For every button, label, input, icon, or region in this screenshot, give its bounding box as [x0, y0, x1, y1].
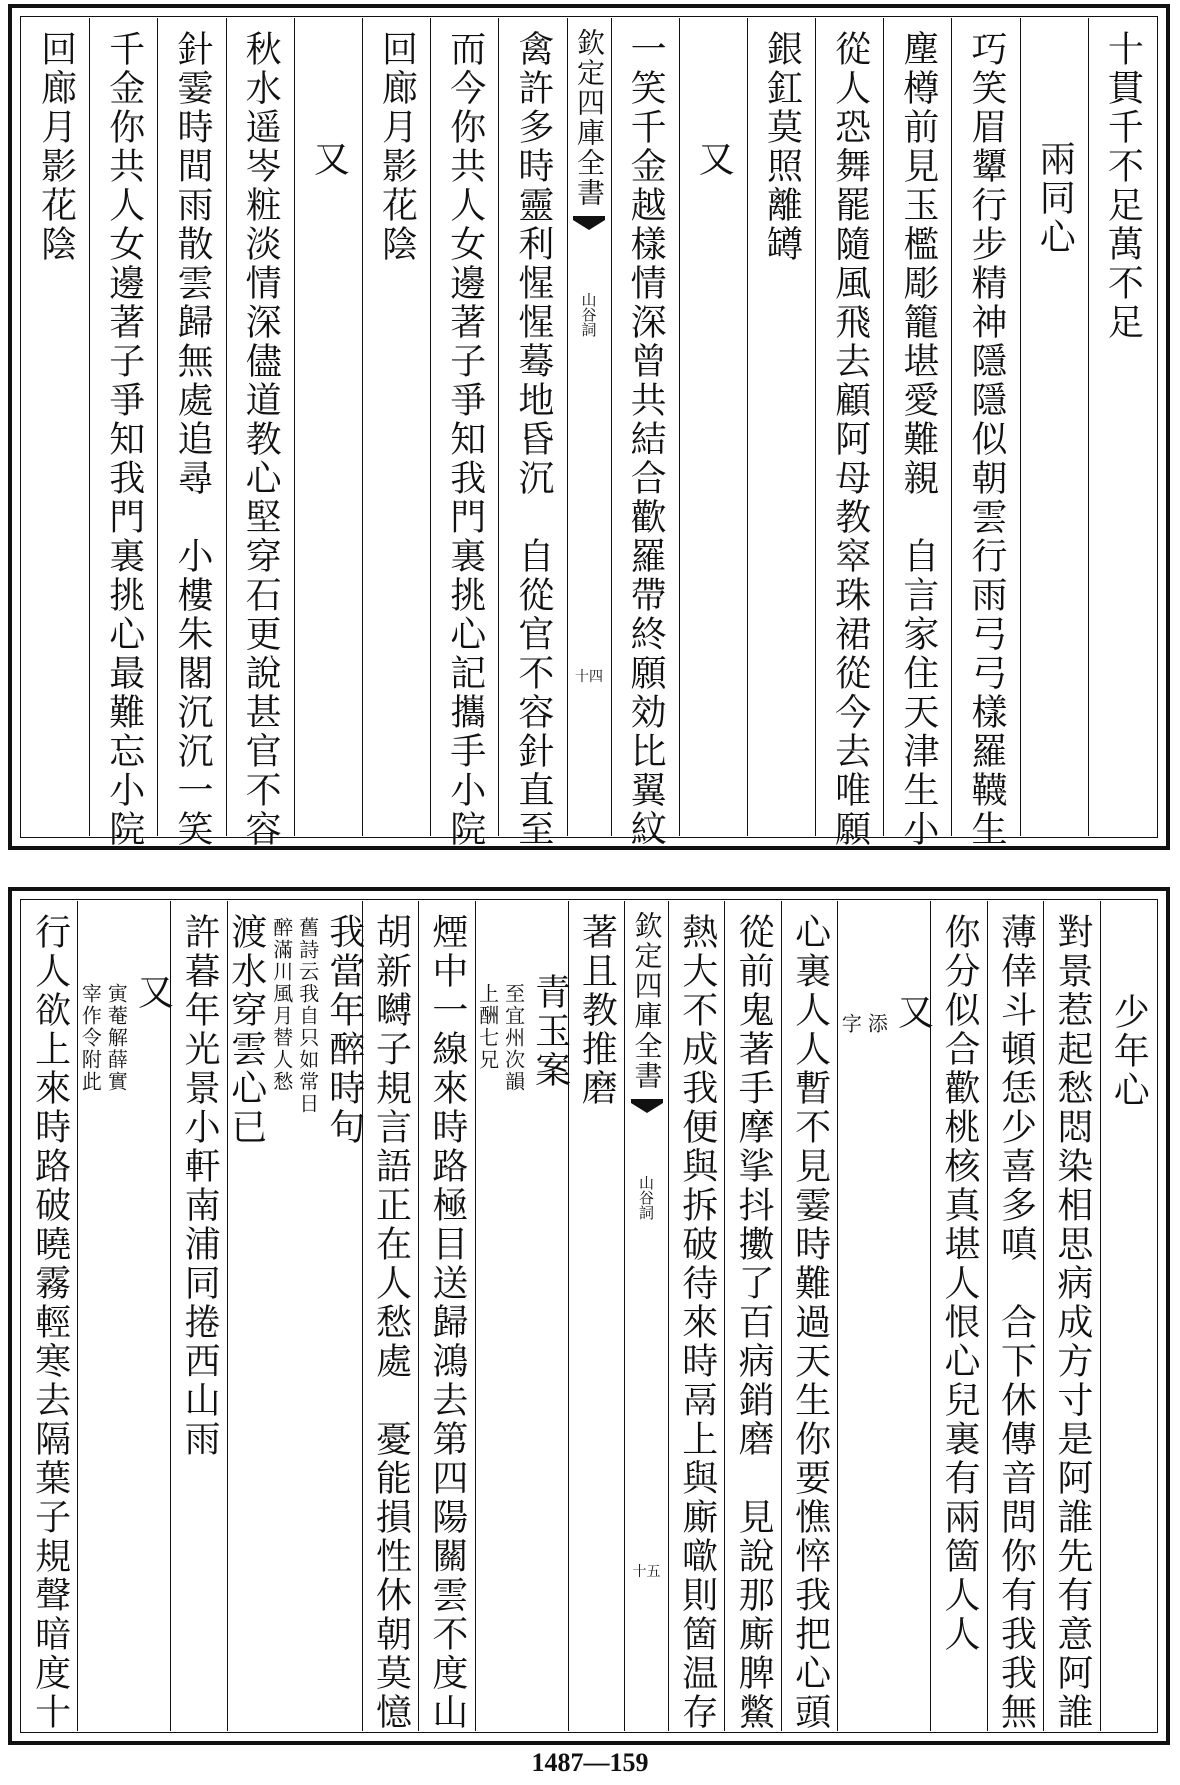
text-column [951, 18, 1019, 849]
library-title: 欽定四庫全書 [573, 28, 606, 208]
columns-top [22, 18, 1156, 849]
text-column [930, 901, 986, 1731]
center-margin [567, 18, 611, 836]
annotation [78, 913, 128, 1731]
text-line: 胡新嚩子規言語正在人愁處 憂能損性休朝莫憶 [370, 913, 412, 1732]
text-column [475, 901, 571, 1731]
text-line: 又 [693, 140, 735, 179]
annotation-line: 宰作令附此 [78, 983, 103, 1093]
text-line: 又 [132, 973, 174, 1012]
text-column [498, 18, 566, 849]
text-column [781, 901, 837, 1731]
page-top [8, 4, 1170, 850]
text-column [77, 901, 174, 1731]
text-column [1088, 18, 1156, 836]
text-column [22, 901, 77, 1731]
center-margin [624, 901, 668, 1731]
text-line: 又 [308, 140, 350, 179]
library-title: 欽定四庫全書 [630, 911, 664, 1091]
text-column [679, 18, 747, 836]
text-column [815, 18, 883, 849]
text-line: 兩同心 [1034, 140, 1076, 257]
page-bottom [8, 887, 1170, 1745]
text-column [430, 18, 498, 849]
text-column [226, 18, 294, 849]
annotation-line: 舊詩云我自只如常日 [295, 917, 320, 1115]
text-column [668, 901, 724, 1731]
annotation-line: 字 [838, 1013, 863, 1035]
text-column [837, 901, 934, 1731]
annotation-line: 添 [864, 1013, 889, 1035]
text-line: 你分似合歡桃核真堪人恨心兒裏有兩箇人人 [939, 913, 981, 1654]
book-title: 山谷詞 [637, 1175, 656, 1220]
text-line: 十貫千不足萬不足 [1102, 30, 1144, 342]
text-line: 千金你共人女邊著子爭知我門裏挑心最難忘小院 [103, 30, 145, 849]
text-line: 塵樽前見玉檻彫籠堪愛難親 自言家住天津生小 [897, 30, 939, 849]
text-column [418, 901, 474, 1731]
text-line: 薄倖斗頓恁少喜多嗔 合下休傳音問你有我我無 [995, 913, 1037, 1732]
text-line: 禽許多時靈利惺惺蓦地昏沉 自從官不容針直至 [512, 30, 554, 849]
text-line: 從前鬼著手摩挲抖擻了百病銷磨 見說那廝脾鱉 [733, 913, 775, 1732]
text-line: 而今你共人女邊著子爭知我門裏挑心記攜手小院 [444, 30, 486, 849]
text-line: 許暮年光景小軒南浦同捲西山雨 [179, 913, 221, 1459]
text-line: 一笑千金越樣情深曾共結合歡羅帶終願効比翼紋 [625, 30, 667, 849]
text-line: 秋水遥岑粧淡情深儘道教心堅穿石更說甚官不容 [240, 30, 282, 849]
text-line: 銀釭莫照離罇 [761, 30, 803, 264]
text-line: 回廊月影花陰 [35, 30, 77, 264]
text-line: 煙中一線來時路極目送歸鴻去第四陽關雲不度山 [426, 913, 468, 1732]
annotation [476, 913, 526, 1731]
text-line: 熱大不成我便與拆破待來時鬲上與廝噷則箇温存 [676, 913, 718, 1732]
text-line: 回廊月影花陰 [376, 30, 418, 264]
text-column [987, 901, 1043, 1731]
text-column [170, 901, 226, 1731]
text-column [724, 901, 780, 1731]
text-column [568, 901, 624, 1731]
folio-number: 十四 [575, 669, 603, 685]
text-column [362, 18, 430, 836]
text-column [747, 18, 815, 836]
annotation-line: 上酬七兄 [475, 983, 500, 1071]
text-line: 對景惹起愁悶染相思病成方寸是阿誰先有意阿誰 [1051, 913, 1093, 1732]
text-column [883, 18, 951, 849]
text-line: 從人恐舞罷隨風飛去顧阿母教窣珠裙從今去唯願 [829, 30, 871, 849]
text-column [89, 18, 157, 849]
text-line: 心裏人人暫不見霎時難過天生你要憔悴我把心頭 [789, 913, 831, 1732]
page-footer: 1487—159 [531, 1748, 649, 1777]
text-line: 我當年醉時句 [323, 913, 365, 1147]
text-line: 著且教推磨 [576, 913, 618, 1108]
text-column [157, 18, 225, 849]
annotation-line: 至宜州次韻 [501, 983, 526, 1093]
text-line: 巧笑眉顰行步精神隱隱似朝雲行雨弓弓樣羅韈生 [966, 30, 1008, 849]
fish-tail-mark [630, 1097, 664, 1115]
annotation-line: 醉滿川風月替人愁 [269, 917, 294, 1093]
text-line: 渡水穿雲心已 [225, 913, 267, 1147]
text-column [22, 18, 89, 836]
folio-number: 十五 [632, 1564, 661, 1580]
text-line: 行人欲上來時路破曉霧輕寒去隔葉子規聲暗度十 [29, 913, 71, 1732]
text-column [225, 901, 365, 1731]
annotation [270, 913, 320, 1731]
text-column [294, 18, 362, 836]
columns-bottom [22, 901, 1156, 1731]
text-column [1043, 901, 1099, 1731]
text-line: 又 [892, 993, 934, 1032]
text-column [362, 901, 418, 1731]
text-column [1020, 18, 1088, 836]
annotation-line: 寅菴解薛實 [104, 983, 129, 1093]
text-column [611, 18, 679, 849]
book-title: 山谷詞 [579, 292, 598, 337]
text-line: 青玉案 [529, 973, 571, 1090]
fish-tail-mark [572, 214, 606, 232]
annotation [838, 913, 888, 1731]
text-line: 針霎時間雨散雲歸無處追尋 小樓朱閣沉沉一笑 [171, 30, 213, 849]
text-line: 少年心 [1108, 993, 1150, 1110]
text-column [1100, 901, 1156, 1731]
